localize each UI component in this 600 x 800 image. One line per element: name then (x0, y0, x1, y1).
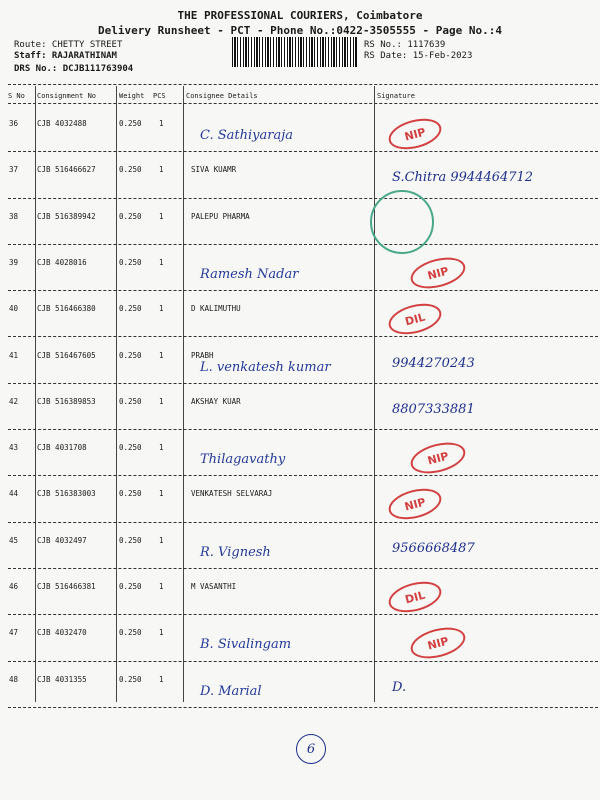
delivery-status-stamp: DIL (385, 576, 444, 617)
row-consignee: SIVA KUAMR (191, 165, 237, 175)
page-mark: 6 (296, 734, 326, 764)
row-consignment-no: CJB 4032470 (37, 628, 87, 638)
handwritten-name: C. Sathiyaraja (200, 128, 293, 143)
row-consignee: VENKATESH SELVARAJ (191, 489, 273, 499)
row-pcs: 1 (159, 674, 164, 684)
row-pcs: 1 (159, 489, 164, 499)
row-sno: 46 (9, 582, 19, 591)
row-sno: 41 (9, 350, 19, 360)
row-divider (8, 336, 598, 337)
row-weight: 0.250 (119, 443, 142, 453)
staff-label: Staff: RAJARATHINAM (14, 51, 117, 61)
row-consignment-no: CJB 516466380 (37, 304, 96, 314)
row-sno: 38 (9, 211, 19, 221)
table-row (0, 340, 600, 387)
delivery-status-stamp: NIP (407, 437, 468, 479)
row-pcs: 1 (159, 119, 164, 128)
row-weight: 0.250 (119, 119, 142, 128)
col-header-consignee: Consignee Details (186, 92, 258, 100)
row-consignment-no: CJB 516389942 (37, 211, 96, 221)
row-consignment-no: CJB 4028016 (37, 257, 87, 267)
table-row (0, 247, 600, 294)
rs-number: RS No.: 1117639 (364, 40, 446, 50)
row-divider (8, 661, 598, 662)
signature-text: 9944270243 (392, 355, 475, 371)
row-pcs: 1 (159, 350, 164, 360)
row-consignee: PRABH (191, 350, 214, 360)
row-consignment-no: CJB 516383003 (37, 489, 96, 499)
row-weight: 0.250 (119, 674, 142, 684)
row-pcs: 1 (159, 443, 164, 453)
row-sno: 48 (9, 674, 19, 684)
table-row (0, 108, 600, 155)
row-weight: 0.250 (119, 257, 142, 267)
row-divider (8, 475, 598, 476)
signature-text: 8807333881 (392, 401, 475, 417)
delivery-status-stamp: NIP (407, 252, 468, 294)
table-row (0, 386, 600, 433)
row-sno: 39 (9, 257, 19, 267)
row-sno: 45 (9, 535, 19, 545)
row-consignee: D KALIMUTHU (191, 304, 241, 314)
delivery-status-stamp: NIP (385, 484, 444, 525)
row-consignee: AKSHAY KUAR (191, 396, 241, 406)
row-consignee: M VASANTHI (191, 582, 237, 591)
row-divider (8, 429, 598, 430)
row-sno: 40 (9, 304, 19, 314)
row-divider (8, 290, 598, 291)
route-label: Route: CHETTY STREET (14, 40, 123, 50)
row-sno: 47 (9, 628, 19, 638)
col-header-sno: S No (8, 92, 25, 100)
signature-text: D. (392, 679, 407, 695)
row-pcs: 1 (159, 257, 164, 267)
row-pcs: 1 (159, 304, 164, 314)
col-header-pcs: PCS (153, 92, 166, 100)
row-consignment-no: CJB 516467605 (37, 350, 96, 360)
table-row (0, 293, 600, 340)
col-header-consignment: Consignment No (37, 92, 97, 100)
table-row (0, 525, 600, 572)
company-title: THE PROFESSIONAL COURIERS, Coimbatore (177, 9, 423, 22)
row-divider (8, 244, 598, 245)
signature-text: S.Chitra 9944464712 (392, 170, 534, 186)
row-divider (8, 383, 598, 384)
row-weight: 0.250 (119, 396, 142, 406)
row-weight: 0.250 (119, 304, 142, 314)
row-consignment-no: CJB 4031355 (37, 674, 87, 684)
row-divider (8, 198, 598, 199)
row-sno: 42 (9, 396, 19, 406)
row-divider (8, 568, 598, 569)
row-consignment-no: CJB 4031708 (37, 443, 87, 453)
handwritten-name: L. venkatesh kumar (200, 359, 331, 375)
row-consignee: PALEPU PHARMA (191, 211, 250, 221)
row-divider (8, 151, 598, 152)
rs-date: RS Date: 15-Feb-2023 (364, 51, 473, 61)
row-divider (8, 707, 598, 708)
table-row (0, 154, 600, 201)
row-pcs: 1 (159, 535, 164, 545)
row-pcs: 1 (159, 165, 164, 175)
col-header-signature: Signature (377, 92, 415, 100)
row-consignment-no: CJB 516466627 (37, 165, 96, 175)
row-weight: 0.250 (119, 628, 142, 638)
handwritten-name: D. Marial (200, 683, 262, 699)
table-header-rule (8, 103, 598, 104)
row-weight: 0.250 (119, 350, 142, 360)
handwritten-name: Ramesh Nadar (200, 266, 299, 282)
row-consignment-no: CJB 516389853 (37, 396, 96, 406)
delivery-status-stamp: NIP (407, 623, 468, 665)
row-sno: 44 (9, 489, 19, 499)
row-sno: 37 (9, 165, 19, 175)
row-weight: 0.250 (119, 535, 142, 545)
runsheet-subtitle: Delivery Runsheet - PCT - Phone No.:0422-3505555 - Page No.:4 (98, 24, 502, 37)
table-row (0, 201, 600, 248)
row-sno: 36 (9, 119, 19, 128)
signature-text: 9566668487 (392, 540, 475, 556)
table-row (0, 617, 600, 664)
row-pcs: 1 (159, 628, 164, 638)
barcode (232, 37, 357, 67)
row-divider (8, 614, 598, 615)
table-row (0, 478, 600, 525)
drs-label: DRS No.: DCJB111763904 (14, 64, 134, 74)
row-divider (8, 522, 598, 523)
table-row (0, 571, 600, 618)
company-seal (370, 190, 434, 254)
table-row (0, 432, 600, 479)
row-weight: 0.250 (119, 165, 142, 175)
handwritten-name: Thilagavathy (200, 452, 286, 468)
row-pcs: 1 (159, 582, 164, 591)
handwritten-name: R. Vignesh (200, 544, 271, 560)
row-consignment-no: CJB 4032497 (37, 535, 87, 545)
row-weight: 0.250 (119, 489, 142, 499)
table-row (0, 664, 600, 711)
row-consignment-no: CJB 4032488 (37, 119, 87, 128)
row-pcs: 1 (159, 396, 164, 406)
table-top-rule (8, 84, 598, 85)
row-weight: 0.250 (119, 582, 142, 591)
row-weight: 0.250 (119, 211, 142, 221)
row-sno: 43 (9, 443, 19, 453)
delivery-status-stamp: DIL (385, 299, 444, 340)
row-consignment-no: CJB 516466381 (37, 582, 96, 591)
delivery-status-stamp: NIP (385, 113, 444, 154)
handwritten-name: B. Sivalingam (200, 637, 292, 653)
col-header-weight: Weight (119, 92, 145, 100)
row-pcs: 1 (159, 211, 164, 221)
